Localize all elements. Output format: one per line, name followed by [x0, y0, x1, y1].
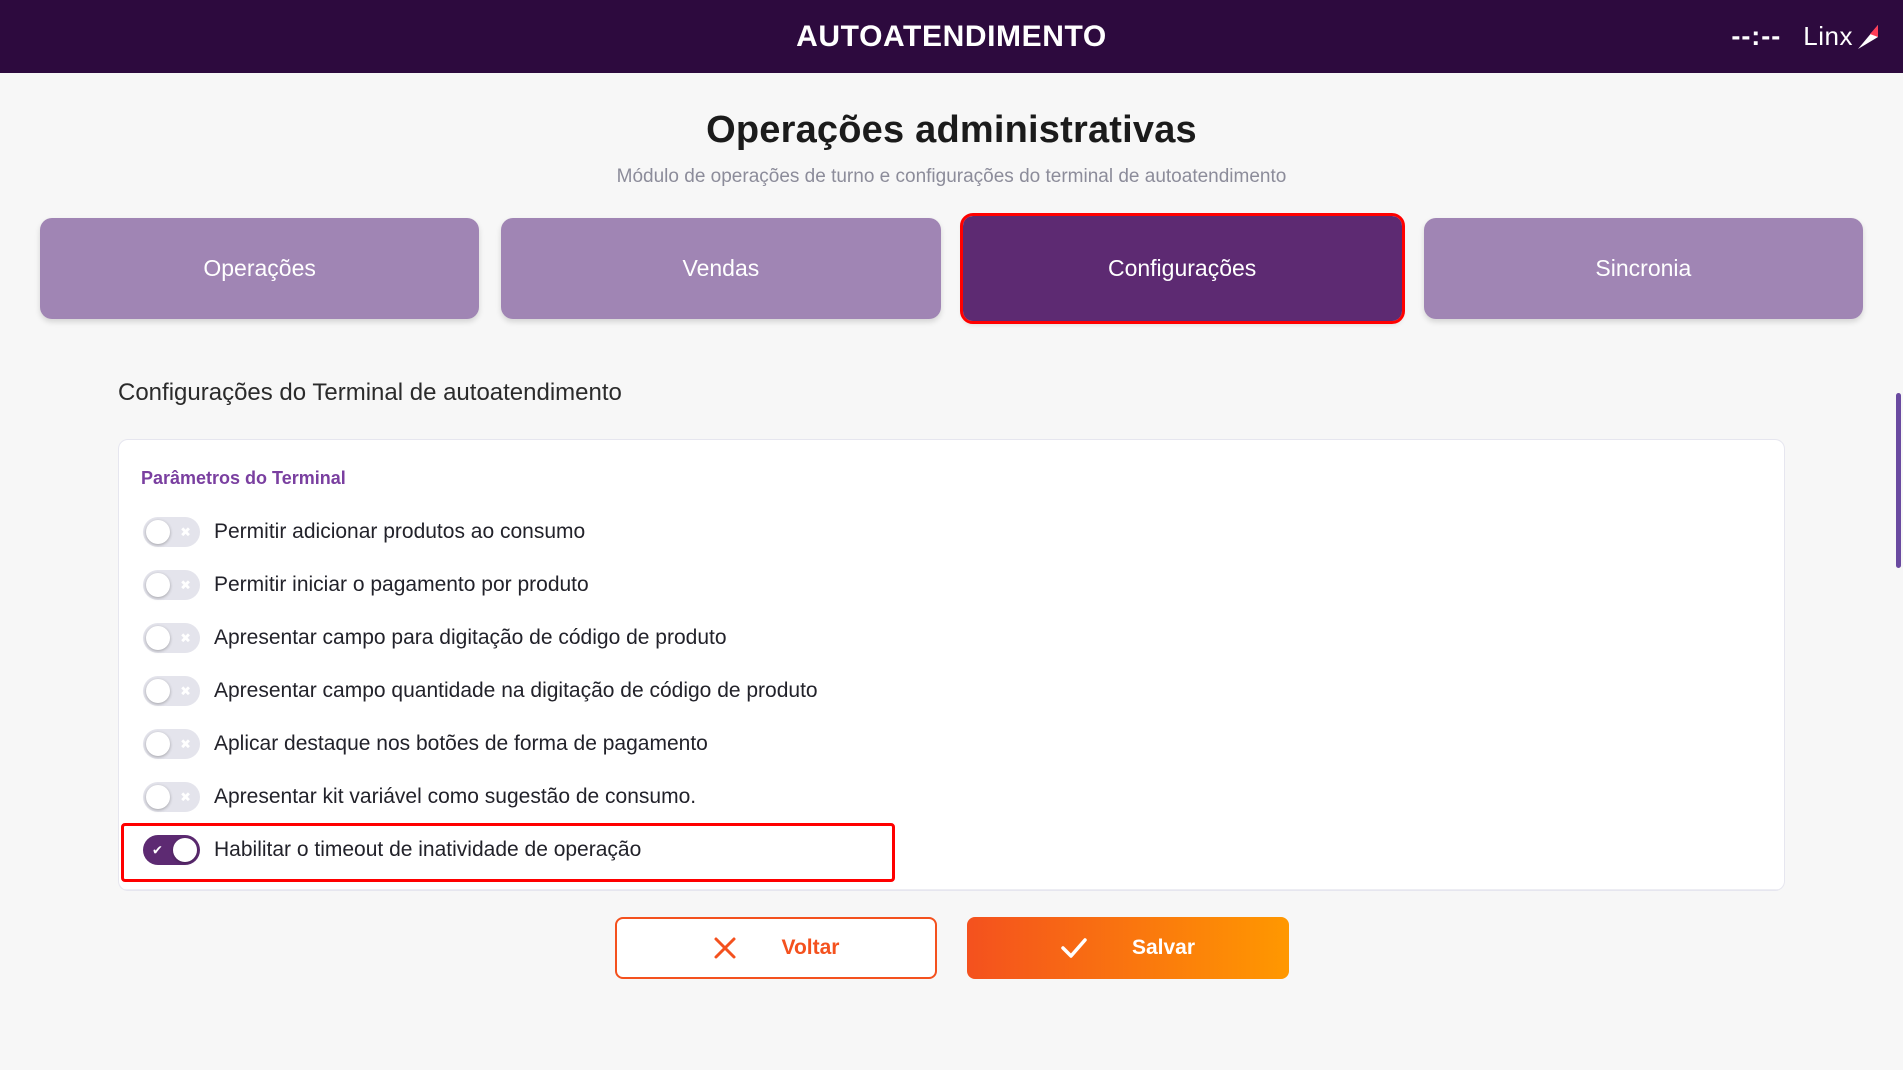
brand-logo-text: Linx [1803, 21, 1853, 51]
option-row-pagamento-por-produto [119, 558, 1784, 611]
settings-option-list [119, 505, 1784, 876]
terminal-settings-panel [118, 439, 1785, 891]
footer-actions [0, 917, 1903, 979]
option-row-kit-variavel [119, 770, 1784, 823]
toggle-campo-codigo-produto[interactable] [143, 623, 200, 653]
toggle-knob [146, 520, 170, 544]
toggle-off-icon: ✖ [180, 683, 191, 698]
toggle-off-icon: ✖ [180, 789, 191, 804]
toggle-knob [146, 626, 170, 650]
tab-configuracoes[interactable] [963, 216, 1402, 321]
header-right-group [1731, 0, 1881, 73]
toggle-off-icon: ✖ [180, 524, 191, 539]
tab-sincronia[interactable] [1424, 218, 1863, 319]
tab-vendas[interactable] [501, 218, 940, 319]
toggle-knob [146, 573, 170, 597]
close-icon [712, 935, 738, 961]
page-scrollbar[interactable] [1896, 393, 1901, 568]
tab-vendas-label: Vendas [682, 255, 760, 281]
option-label: Habilitar o timeout de inatividade de operação [214, 837, 642, 861]
save-button[interactable] [967, 917, 1289, 979]
clock-display: --:-- [1731, 21, 1782, 51]
option-label: Apresentar campo quantidade na digitação de código de produto [214, 678, 818, 702]
back-button-label: Voltar [781, 936, 840, 959]
toggle-knob [146, 785, 170, 809]
tab-operacoes-label: Operações [203, 255, 316, 281]
tab-configuracoes-label: Configurações [1107, 255, 1257, 281]
toggle-timeout-inatividade[interactable] [143, 835, 200, 865]
app-title: AUTOATENDIMENTO [796, 19, 1107, 53]
tab-sincronia-label: Sincronia [1595, 255, 1692, 281]
section-title: Configurações do Terminal de autoatendimento [118, 379, 622, 406]
option-row-adicionar-produtos [119, 505, 1784, 558]
toggle-knob [146, 732, 170, 756]
option-label: Permitir adicionar produtos ao consumo [214, 519, 586, 543]
option-row-destaque-pagamento [119, 717, 1784, 770]
toggle-knob [146, 679, 170, 703]
tab-operacoes[interactable] [40, 218, 479, 319]
option-label: Apresentar kit variável como sugestão de consumo. [214, 784, 697, 808]
tab-bar [0, 218, 1903, 321]
page-subtitle: Módulo de operações de turno e configurações do terminal de autoatendimento [616, 166, 1287, 187]
page-body [0, 73, 1903, 1070]
back-button[interactable] [615, 917, 937, 979]
option-row-campo-codigo-produto [119, 611, 1784, 664]
toggle-adicionar-produtos[interactable] [143, 517, 200, 547]
panel-divider [119, 889, 1784, 890]
toggle-destaque-pagamento[interactable] [143, 729, 200, 759]
toggle-kit-variavel[interactable] [143, 782, 200, 812]
check-icon [1060, 935, 1088, 961]
option-row-campo-quantidade [119, 664, 1784, 717]
page-title: Operações administrativas [706, 109, 1197, 151]
toggle-pagamento-por-produto[interactable] [143, 570, 200, 600]
toggle-off-icon: ✖ [180, 577, 191, 592]
toggle-off-icon: ✖ [180, 736, 191, 751]
toggle-on-icon: ✔ [152, 842, 163, 857]
toggle-campo-quantidade[interactable] [143, 676, 200, 706]
save-button-label: Salvar [1131, 936, 1196, 959]
linx-arrow-icon [1855, 22, 1881, 52]
toggle-off-icon: ✖ [180, 630, 191, 645]
brand-logo [1803, 21, 1881, 52]
option-row-timeout-inatividade [119, 823, 1784, 876]
option-label: Permitir iniciar o pagamento por produto [214, 572, 589, 596]
option-label: Aplicar destaque nos botões de forma de pagamento [214, 731, 708, 755]
option-label: Apresentar campo para digitação de código de produto [214, 625, 727, 649]
toggle-knob [173, 838, 197, 862]
panel-legend: Parâmetros do Terminal [141, 468, 346, 488]
app-header [0, 0, 1903, 73]
